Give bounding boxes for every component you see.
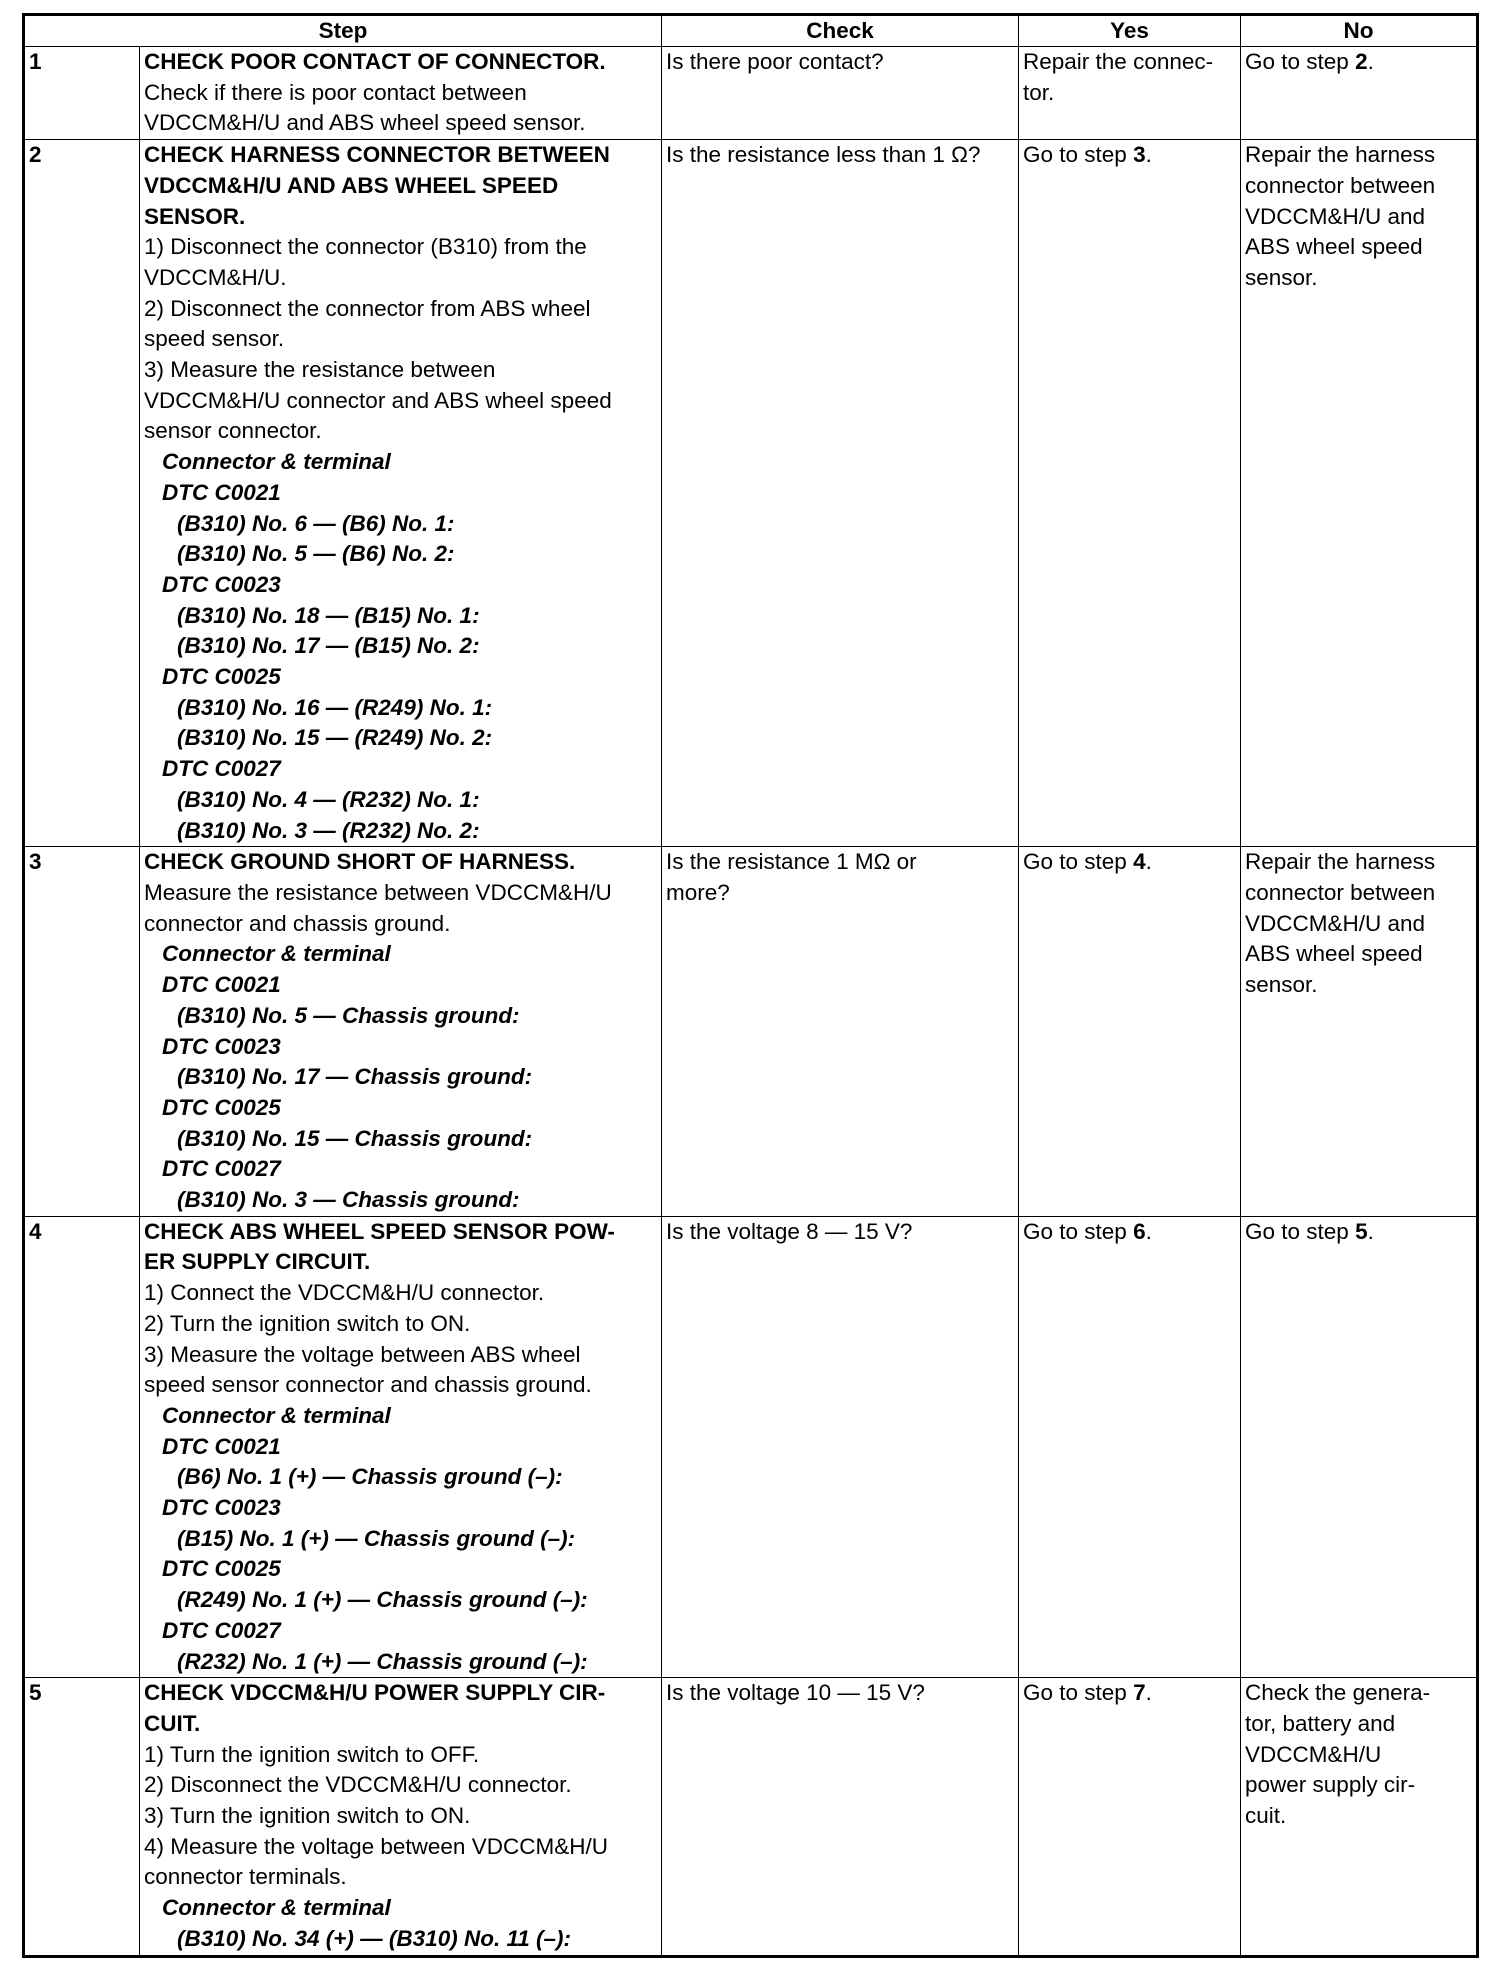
header-step: Step (24, 15, 662, 47)
step-number-cell: 3 (24, 847, 140, 1216)
step-instruction: speed sensor connector and chassis ground. (144, 1372, 592, 1398)
terminal-spec: (B310) No. 18 — (B15) No. 1: (177, 602, 480, 628)
terminal-spec: (R249) No. 1 (+) — Chassis ground (–): (177, 1587, 588, 1613)
terminal-spec: Connector & terminal (162, 449, 391, 475)
check-cell (662, 847, 1019, 1216)
terminal-spec: DTC C0021 (162, 972, 281, 998)
step-cell (140, 847, 662, 1216)
terminal-spec: DTC C0023 (162, 1495, 281, 1521)
no-action: ABS wheel speed (1245, 234, 1423, 260)
step-title: CHECK POOR CONTACT OF CONNECTOR. (144, 49, 606, 74)
step-number: 3 (1133, 142, 1146, 168)
no-action: power supply cir- (1245, 1772, 1416, 1798)
no-action: Go to step 2. (1245, 49, 1374, 74)
no-action: cuit. (1245, 1803, 1287, 1829)
no-action: sensor. (1245, 264, 1318, 290)
step-instruction: 3) Measure the resistance between (144, 357, 496, 383)
yes-action: Go to step 3. (1023, 142, 1152, 168)
terminal-spec: DTC C0023 (162, 571, 281, 597)
no-cell (1241, 140, 1478, 847)
yes-cell (1019, 140, 1241, 847)
step-instruction: 4) Measure the voltage between VDCCM&H/U (144, 1833, 608, 1859)
no-action: VDCCM&H/U and (1245, 203, 1426, 229)
step-instruction: speed sensor. (144, 326, 285, 352)
step-number: 5 (1355, 1218, 1368, 1244)
step-number-cell: 5 (24, 1678, 140, 1956)
table-row (24, 140, 1478, 847)
no-action: ABS wheel speed (1245, 941, 1423, 967)
terminal-spec: DTC C0025 (162, 1556, 281, 1582)
header-yes: Yes (1019, 15, 1241, 47)
no-action: Repair the harness (1245, 142, 1436, 168)
yes-cell (1019, 1678, 1241, 1956)
terminal-spec: DTC C0021 (162, 1433, 281, 1459)
terminal-spec: Connector & terminal (162, 941, 391, 967)
header-no: No (1241, 15, 1478, 47)
no-cell (1241, 847, 1478, 1216)
step-instruction: Check if there is poor contact between (144, 79, 527, 105)
step-title: CHECK HARNESS CONNECTOR BETWEEN (144, 142, 610, 168)
terminal-spec: DTC C0027 (162, 1156, 281, 1182)
table-row (24, 1678, 1478, 1956)
step-instruction: 3) Measure the voltage between ABS wheel (144, 1341, 581, 1367)
yes-cell (1019, 47, 1241, 140)
step-instruction: sensor connector. (144, 418, 322, 444)
check-question: Is the voltage 10 — 15 V? (666, 1680, 925, 1706)
step-instruction: 2) Turn the ignition switch to ON. (144, 1310, 471, 1336)
step-instruction: connector terminals. (144, 1864, 347, 1890)
step-instruction: VDCCM&H/U. (144, 264, 287, 290)
step-number-cell: 2 (24, 140, 140, 847)
step-number: 6 (1133, 1218, 1146, 1244)
terminal-spec: (B6) No. 1 (+) — Chassis ground (–): (177, 1464, 563, 1490)
diagnostic-table (22, 13, 1479, 1958)
step-number-cell: 1 (24, 47, 140, 140)
yes-cell (1019, 1216, 1241, 1678)
check-question: Is there poor contact? (666, 49, 884, 74)
table-row (24, 47, 1478, 140)
check-question: Is the resistance less than 1 Ω? (666, 142, 981, 168)
terminal-spec: (B310) No. 15 — Chassis ground: (177, 1125, 533, 1151)
step-instruction: VDCCM&H/U and ABS wheel speed sensor. (144, 110, 586, 136)
diagnostic-page (22, 13, 1476, 1958)
step-instruction: VDCCM&H/U connector and ABS wheel speed (144, 387, 612, 413)
yes-action: tor. (1023, 79, 1055, 105)
step-title: CUIT. (144, 1710, 201, 1736)
table-row (24, 847, 1478, 1216)
yes-action: Go to step 6. (1023, 1218, 1152, 1244)
no-action: Repair the harness (1245, 849, 1436, 875)
check-question: Is the resistance 1 MΩ or (666, 849, 917, 875)
yes-action: Go to step 4. (1023, 849, 1152, 875)
terminal-spec: (B310) No. 34 (+) — (B310) No. 11 (–): (177, 1925, 572, 1951)
check-cell (662, 140, 1019, 847)
terminal-spec: DTC C0025 (162, 1094, 281, 1120)
step-title: VDCCM&H/U AND ABS WHEEL SPEED (144, 172, 559, 198)
step-title: SENSOR. (144, 203, 246, 229)
terminal-spec: (B310) No. 5 — Chassis ground: (177, 1002, 520, 1028)
table-row (24, 1216, 1478, 1678)
terminal-spec: (B310) No. 5 — (B6) No. 2: (177, 541, 455, 567)
no-action: connector between (1245, 172, 1436, 198)
step-cell (140, 140, 662, 847)
terminal-spec: (B310) No. 6 — (B6) No. 1: (177, 510, 455, 536)
terminal-spec: (R232) No. 1 (+) — Chassis ground (–): (177, 1648, 588, 1674)
step-title: ER SUPPLY CIRCUIT. (144, 1249, 371, 1275)
terminal-spec: (B310) No. 3 — (R232) No. 2: (177, 817, 480, 843)
terminal-spec: (B15) No. 1 (+) — Chassis ground (–): (177, 1525, 576, 1551)
step-number: 2 (1355, 49, 1368, 74)
no-cell (1241, 1678, 1478, 1956)
step-instruction: 2) Disconnect the VDCCM&H/U connector. (144, 1772, 572, 1798)
step-instruction: 2) Disconnect the connector from ABS wheel (144, 295, 591, 321)
terminal-spec: Connector & terminal (162, 1895, 391, 1921)
yes-cell (1019, 847, 1241, 1216)
no-action: sensor. (1245, 972, 1318, 998)
yes-action: Go to step 7. (1023, 1680, 1152, 1706)
no-action: VDCCM&H/U and (1245, 910, 1426, 936)
no-action: VDCCM&H/U (1245, 1741, 1382, 1767)
step-number: 7 (1133, 1680, 1146, 1706)
check-cell (662, 1216, 1019, 1678)
step-number: 4 (1133, 849, 1146, 875)
table-body (24, 47, 1478, 1957)
no-action: Check the genera- (1245, 1680, 1431, 1706)
no-action: Go to step 5. (1245, 1218, 1374, 1244)
check-cell (662, 1678, 1019, 1956)
no-cell (1241, 47, 1478, 140)
check-question: more? (666, 879, 730, 905)
no-cell (1241, 1216, 1478, 1678)
terminal-spec: (B310) No. 3 — Chassis ground: (177, 1187, 520, 1213)
yes-action: Repair the connec- (1023, 49, 1214, 74)
header-check: Check (662, 15, 1019, 47)
step-title: CHECK GROUND SHORT OF HARNESS. (144, 849, 576, 875)
step-instruction: 1) Disconnect the connector (B310) from the (144, 234, 587, 260)
step-title: CHECK VDCCM&H/U POWER SUPPLY CIR- (144, 1680, 606, 1706)
terminal-spec: DTC C0023 (162, 1033, 281, 1059)
header-row (24, 15, 1478, 47)
check-question: Is the voltage 8 — 15 V? (666, 1218, 913, 1244)
step-title: CHECK ABS WHEEL SPEED SENSOR POW- (144, 1218, 615, 1244)
no-action: tor, battery and (1245, 1710, 1396, 1736)
step-cell (140, 1216, 662, 1678)
step-cell (140, 1678, 662, 1956)
step-instruction: connector and chassis ground. (144, 910, 451, 936)
step-instruction: 3) Turn the ignition switch to ON. (144, 1803, 471, 1829)
no-action: connector between (1245, 879, 1436, 905)
terminal-spec: DTC C0021 (162, 479, 281, 505)
step-number-cell: 4 (24, 1216, 140, 1678)
terminal-spec: (B310) No. 16 — (R249) No. 1: (177, 694, 493, 720)
step-instruction: 1) Turn the ignition switch to OFF. (144, 1741, 480, 1767)
check-cell (662, 47, 1019, 140)
terminal-spec: (B310) No. 17 — (B15) No. 2: (177, 633, 480, 659)
terminal-spec: Connector & terminal (162, 1402, 391, 1428)
terminal-spec: DTC C0027 (162, 1617, 281, 1643)
terminal-spec: (B310) No. 17 — Chassis ground: (177, 1064, 533, 1090)
step-instruction: 1) Connect the VDCCM&H/U connector. (144, 1280, 545, 1306)
step-instruction: Measure the resistance between VDCCM&H/U (144, 879, 612, 905)
step-cell (140, 47, 662, 140)
terminal-spec: DTC C0027 (162, 756, 281, 782)
terminal-spec: (B310) No. 4 — (R232) No. 1: (177, 786, 480, 812)
terminal-spec: DTC C0025 (162, 664, 281, 690)
terminal-spec: (B310) No. 15 — (R249) No. 2: (177, 725, 493, 751)
